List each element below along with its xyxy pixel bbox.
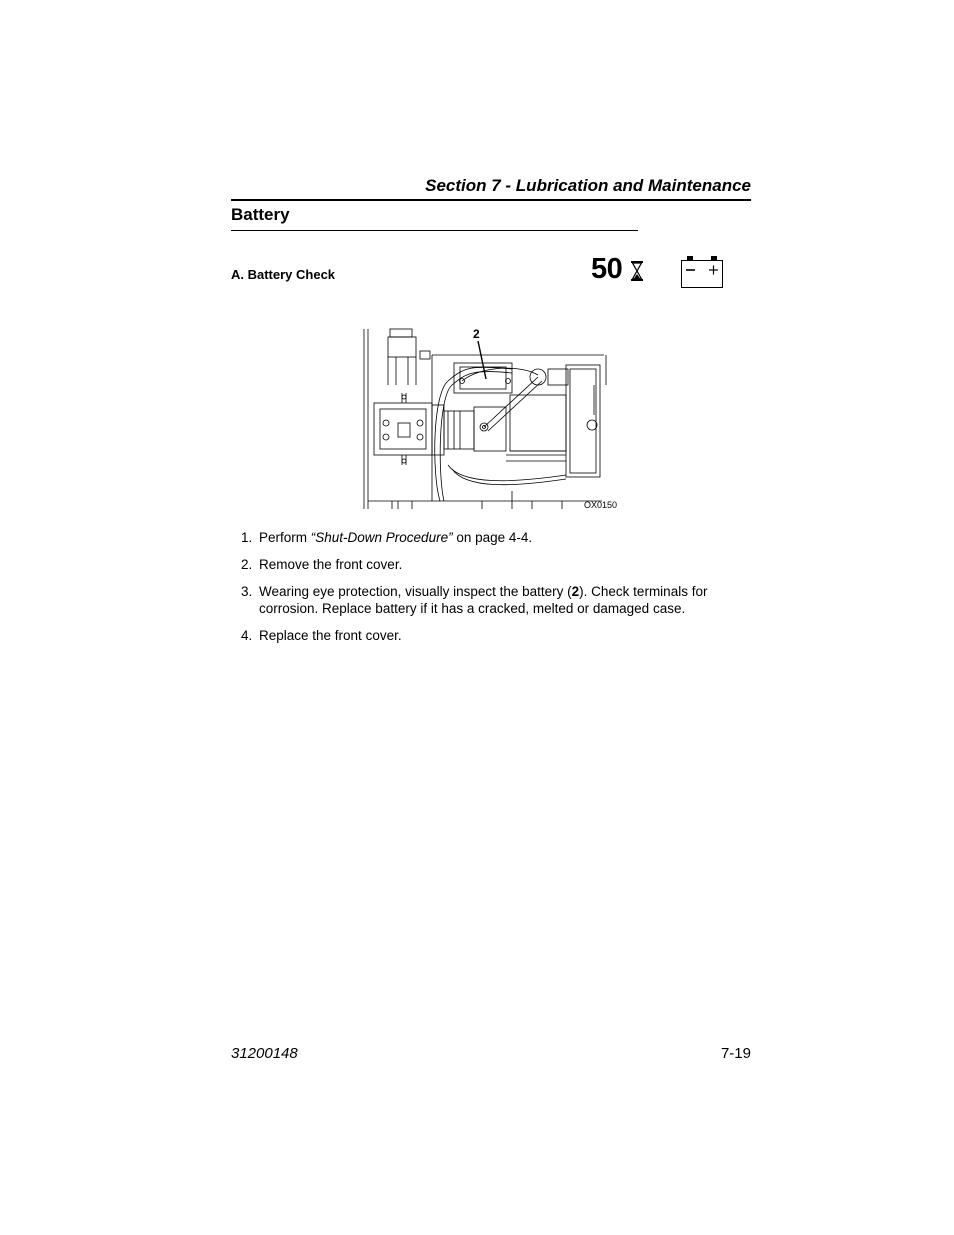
figure-code: OX0150 <box>584 500 618 510</box>
battery-icon <box>679 255 725 289</box>
step-4: 4. Replace the front cover. <box>241 628 402 643</box>
header-rule <box>231 199 751 201</box>
figure-callout: 2 <box>473 327 480 341</box>
title-rule <box>231 230 638 231</box>
page-title: Battery <box>231 205 290 224</box>
hourglass-icon <box>630 261 644 281</box>
section-header: Section 7 - Lubrication and Maintenance <box>425 176 751 195</box>
page-number: 7-19 <box>720 1045 751 1062</box>
subheading: A. Battery Check <box>231 267 336 282</box>
step-3: 3. Wearing eye protection, visually inspect the battery (2). Check terminals for corrosion. Replace battery if it has a cracked, melted or damaged case. <box>241 584 708 616</box>
procedure-steps <box>231 529 741 654</box>
battery-location-figure <box>362 325 608 511</box>
step-2: 2. Remove the front cover. <box>241 557 403 572</box>
document-number: 31200148 <box>231 1045 298 1062</box>
interval-hours: 50 <box>591 253 623 285</box>
shutdown-procedure-reference: “Shut-Down Procedure” <box>310 530 453 545</box>
step-1: 1. Perform “Shut-Down Procedure” on page 4-4. <box>241 530 533 545</box>
